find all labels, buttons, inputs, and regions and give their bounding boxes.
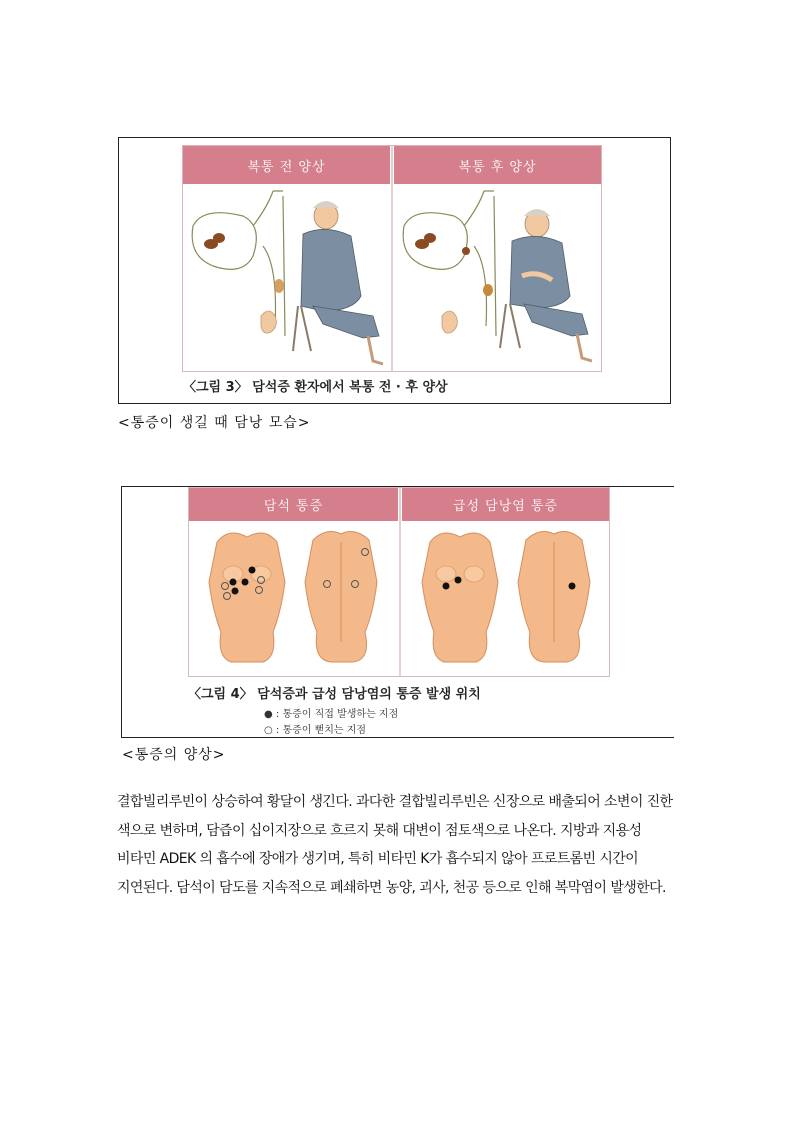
figure2-caption: <통증의 양상>: [122, 747, 226, 763]
figure2-panel-header-cholecystitis: 급성 담낭염 통증: [402, 488, 609, 521]
torso-front: [209, 533, 285, 662]
figure1-panel-header-after: 복통 후 양상: [394, 146, 601, 184]
figure-pain-location: [121, 486, 674, 738]
torso-back: [518, 532, 590, 662]
paragraph-line: 지연된다. 담석이 담도를 지속적으로 폐쇄하면 농양, 괴사, 천공 등으로 인해 복막염이 발생한다.: [117, 879, 666, 896]
figure2-panel-divider: [399, 488, 401, 676]
torso-back: [305, 532, 377, 662]
torso-front: [422, 533, 498, 662]
figure2-inner-caption: 〈그림 4〉 담석증과 급성 담낭염의 통증 발생 위치: [188, 687, 481, 702]
figure1-panel-divider: [391, 146, 393, 371]
figure2-panel-header-gallstone: 담석 통증: [189, 488, 398, 521]
figure2-panel-frame: [188, 487, 610, 677]
legend-direct-pain: ● : 통증이 직접 발생하는 지점: [264, 709, 399, 720]
illustration-gallstone-pain-torsos: [189, 522, 398, 674]
body-paragraph: [117, 788, 683, 902]
illustration-after-pain: [394, 186, 601, 371]
figure1-panel-frame: [182, 145, 602, 372]
figure1-inner-caption: 〈그림 3〉 담석증 환자에서 복통 전 · 후 양상: [183, 380, 448, 395]
figure1-panel-header-before: 복통 전 양상: [183, 146, 390, 184]
paragraph-line: 결합빌리루빈이 상승하여 황달이 생긴다. 과다한 결합빌리루빈은 신장으로 배출되어 소변이 진한: [117, 794, 673, 810]
illustration-before-pain: [183, 186, 390, 371]
figure-gallbladder-pain: [118, 137, 671, 404]
paragraph-line: 색으로 변하며, 담즙이 십이지장으로 흐르지 못해 대변이 점토색으로 나온다. 지방과 지용성: [117, 822, 642, 839]
paragraph-line: 비타민 ADEK 의 흡수에 장애가 생기며, 특히 비타민 K가 흡수되지 않아 프로트롬빈 시간이: [117, 851, 639, 867]
legend-radiating-pain: ○ : 통증이 뻗치는 지점: [264, 725, 367, 736]
illustration-cholecystitis-pain-torsos: [402, 522, 609, 674]
figure1-caption: <통증이 생길 때 담낭 모습>: [118, 415, 311, 431]
